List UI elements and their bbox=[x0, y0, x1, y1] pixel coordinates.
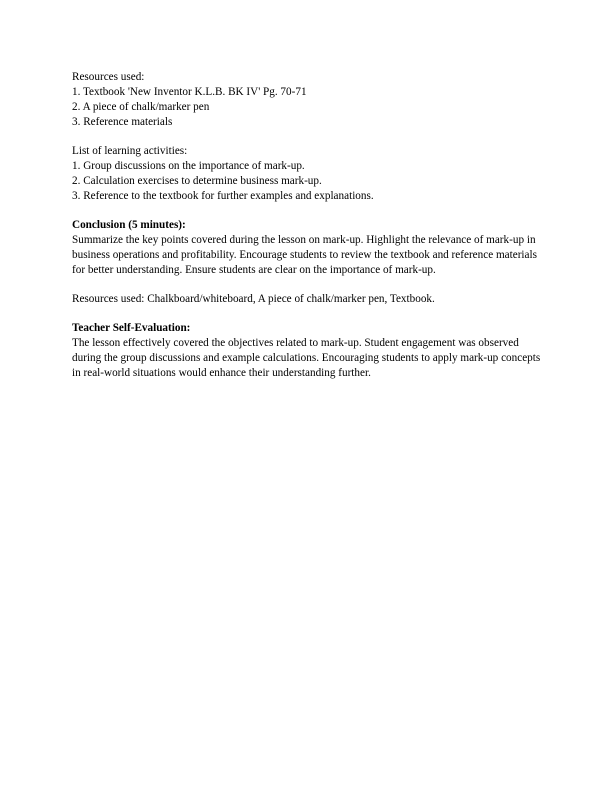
resources-summary: Resources used: Chalkboard/whiteboard, A piece of chalk/marker pen, Textbook. bbox=[72, 293, 435, 305]
evaluation-section bbox=[72, 321, 542, 381]
activity-item: 2. Calculation exercises to determine business mark-up. bbox=[72, 175, 322, 187]
resource-item: 1. Textbook 'New Inventor K.L.B. BK IV' Pg. 70-71 bbox=[72, 86, 307, 98]
resources-section bbox=[72, 70, 542, 130]
conclusion-body: Summarize the key points covered during the lesson on mark-up. Highlight the relevance of mark-up in business operations and profitability. Encourage students to review the textbook and reference materials for better understanding. Ensure students are clear on the importance of mark-up. bbox=[72, 234, 537, 276]
conclusion-section bbox=[72, 218, 542, 278]
activities-heading: List of learning activities: bbox=[72, 145, 188, 157]
activity-item: 1. Group discussions on the importance of mark-up. bbox=[72, 160, 305, 172]
spacer bbox=[72, 307, 542, 321]
evaluation-body: The lesson effectively covered the objectives related to mark-up. Student engagement was observed during the group discussions and example calculations. Encouraging students to apply mark-up concepts in real-world situations would enhance their understanding further. bbox=[72, 337, 541, 379]
evaluation-heading: Teacher Self-Evaluation: bbox=[72, 322, 191, 334]
resource-item: 3. Reference materials bbox=[72, 116, 173, 128]
conclusion-heading: Conclusion (5 minutes): bbox=[72, 219, 186, 231]
spacer bbox=[72, 130, 542, 144]
spacer bbox=[72, 278, 542, 292]
spacer bbox=[72, 204, 542, 218]
resource-item: 2. A piece of chalk/marker pen bbox=[72, 101, 210, 113]
activity-item: 3. Reference to the textbook for further examples and explanations. bbox=[72, 190, 374, 202]
activities-section bbox=[72, 144, 542, 204]
document-page bbox=[72, 70, 542, 381]
resources-heading: Resources used: bbox=[72, 71, 145, 83]
